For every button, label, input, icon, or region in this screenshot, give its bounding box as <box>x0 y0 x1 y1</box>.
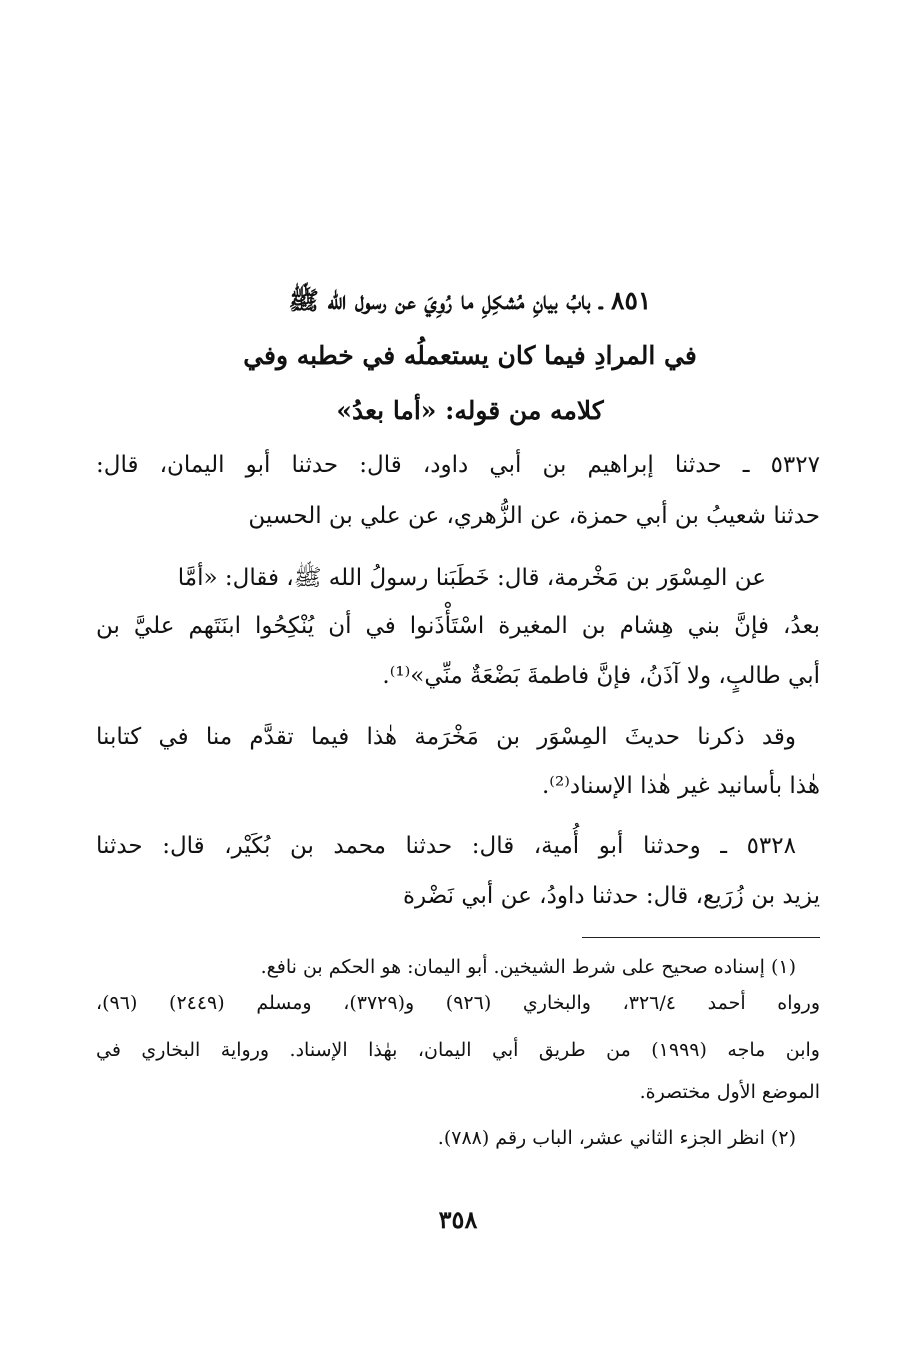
note-paragraph-line-1: وقد ذكرنا حديثَ المِسْوَر بن مَخْرَمة هٰذا فيما تقدَّم منا في كتابنا <box>96 724 796 750</box>
chapter-heading-line-2: في المرادِ فيما كان يستعملُه في خطبه وفي <box>243 341 697 370</box>
hadith-5327-line-5: أبي طالبٍ، ولا آذَنُ، فإنَّ فاطمةَ بَضْعَةٌ منِّي»⁽¹⁾. <box>382 663 820 689</box>
footnote-separator <box>582 937 820 938</box>
chapter-heading-line-1: ٨٥١ ـ بابُ بيانِ مُشكِلِ ما رُوِيَ عن رسول الله ﷺ <box>288 286 652 315</box>
hadith-5327-line-3: عن المِسْوَر بن مَخْرمة، قال: خَطَبَنا رسولُ الله ﷺ، فقال: «أمَّا <box>177 565 766 591</box>
footnote-1-line-2: ورواه أحمد ٣٢٦/٤، والبخاري (٩٢٦) و(٣٧٢٩)، ومسلم (٢٤٤٩) (٩٦)، <box>96 992 820 1014</box>
hadith-5327-line-2: حدثنا شعيبُ بن أبي حمزة، عن الزُّهري، عن علي بن الحسين <box>248 503 820 529</box>
hadith-5327-line-1: ٥٣٢٧ ـ حدثنا إبراهيم بن أبي داود، قال: حدثنا أبو اليمان، قال: <box>96 452 820 478</box>
footnote-1-line-4: الموضع الأول مختصرة. <box>639 1081 820 1103</box>
note-paragraph-line-2: هٰذا بأسانيد غير هٰذا الإسناد⁽²⁾. <box>541 773 820 799</box>
hadith-5328-line-2: يزيد بن زُرَيع، قال: حدثنا داودُ، عن أبي نَضْرة <box>402 883 820 909</box>
footnote-2-line-1: (٢) انظر الجزء الثاني عشر، الباب رقم (٧٨٨). <box>437 1127 796 1149</box>
footnote-1-line-1: (١) إسناده صحيح على شرط الشيخين. أبو اليمان: هو الحكم بن نافع. <box>260 956 796 978</box>
hadith-5327-line-4: بعدُ، فإنَّ بني هِشام بن المغيرة اسْتَأْذَنوا في أن يُنْكِحُوا ابنَتَهم عليَّ بن <box>96 613 820 639</box>
hadith-5328-line-1: ٥٣٢٨ ـ وحدثنا أبو أُمية، قال: حدثنا محمد بن بُكَيْر، قال: حدثنا <box>96 833 796 859</box>
chapter-heading-line-3: كلامه من قوله: «أما بعدُ» <box>336 396 604 425</box>
footnote-1-line-3: وابن ماجه (١٩٩٩) من طريق أبي اليمان، بهٰذا الإسناد. ورواية البخاري في <box>96 1039 820 1061</box>
page-number: ٣٥٨ <box>438 1205 478 1234</box>
